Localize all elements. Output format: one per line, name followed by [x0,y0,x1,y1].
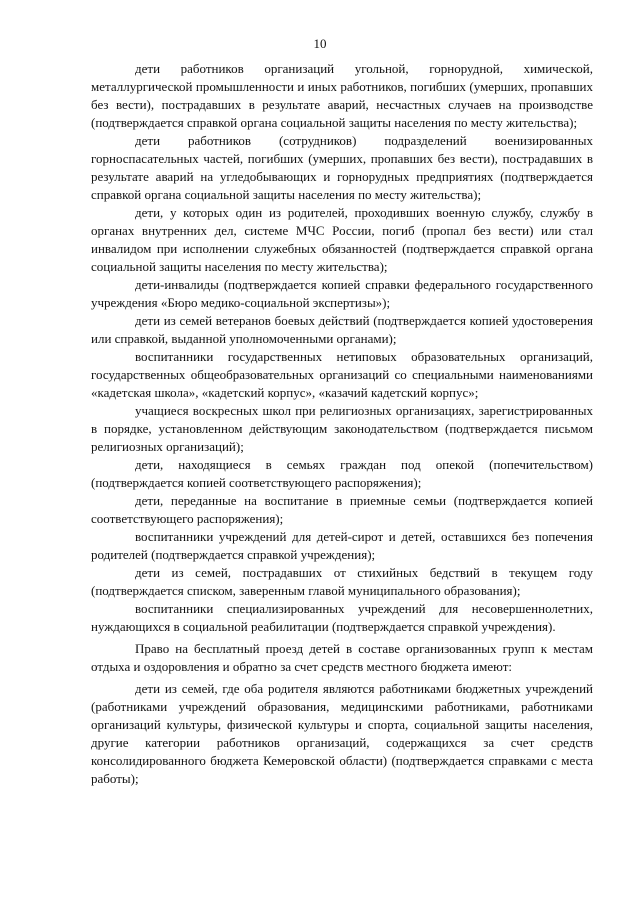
paragraph-6: воспитанники государственных нетиповых образовательных организаций, государственных общеобразовательных организаций со специальными наименованиями «кадетская школа», «кадетский корпус», «казачий кадетский корпус»; [91,349,593,400]
paragraph-10: воспитанники учреждений для детей-сирот и детей, оставшихся без попечения родителей (подтверждается справкой учреждения); [91,529,593,562]
paragraph-2: дети работников (сотрудников) подразделений военизированных горноспасательных частей, погибших (умерших, пропавших без вести), пострадавших в результате аварий на угледобывающих и горнорудных предприятиях (подтверждается справкой органа социальной защиты населения по месту жительства); [91,133,593,202]
paragraph-12: воспитанники специализированных учреждений для несовершеннолетних, нуждающихся в социальной реабилитации (подтверждается справкой учреждения). [91,601,593,634]
paragraph-13: Право на бесплатный проезд детей в составе организованных групп к местам отдыха и оздоровления и обратно за счет средств местного бюджета имеют: [91,641,593,674]
paragraph-9: дети, переданные на воспитание в приемные семьи (подтверждается копией соответствующего распоряжения); [91,493,593,526]
paragraph-3: дети, у которых один из родителей, проходивших военную службу, службу в органах внутренних дел, системе МЧС России, погиб (пропал без вести) или стал инвалидом при исполнении служебных обязанностей (подтверждается справкой органа социальной защиты населения по месту жительства); [91,205,593,274]
paragraph-1: дети работников организаций угольной, горнорудной, химической, металлургической промышленности и иных работников, погибших (умерших, пропавших без вести), пострадавших в результате аварий, несчастных случаев на производстве (подтверждается справкой органа социальной защиты населения по месту жительства); [91,61,593,130]
paragraph-7: учащиеся воскресных школ при религиозных организациях, зарегистрированных в порядке, установленном действующим законодательством (подтверждается письмом религиозных организаций); [91,403,593,454]
paragraph-14: дети из семей, где оба родителя являются работниками бюджетных учреждений (работниками учреждений образования, медицинскими работниками, работниками организаций культуры, физической культуры и спорта, социальной защиты населения, другие категории работников организаций, содержащихся за счет средств консолидированного бюджета Кемеровской области) (подтверждается справками с места работы); [91,681,593,786]
paragraph-8: дети, находящиеся в семьях граждан под опекой (попечительством) (подтверждается копией соответствующего распоряжения); [91,457,593,490]
paragraph-5: дети из семей ветеранов боевых действий (подтверждается копией удостоверения или справкой, выданной уполномоченными органами); [91,313,593,346]
paragraph-4: дети-инвалиды (подтверждается копией справки федерального государственного учреждения «Бюро медико-социальной экспертизы»); [91,277,593,310]
page-number: 10 [313,36,327,51]
paragraph-11: дети из семей, пострадавших от стихийных бедствий в текущем году (подтверждается списком, заверенным главой муниципального образования); [91,565,593,598]
document-body [91,60,593,788]
